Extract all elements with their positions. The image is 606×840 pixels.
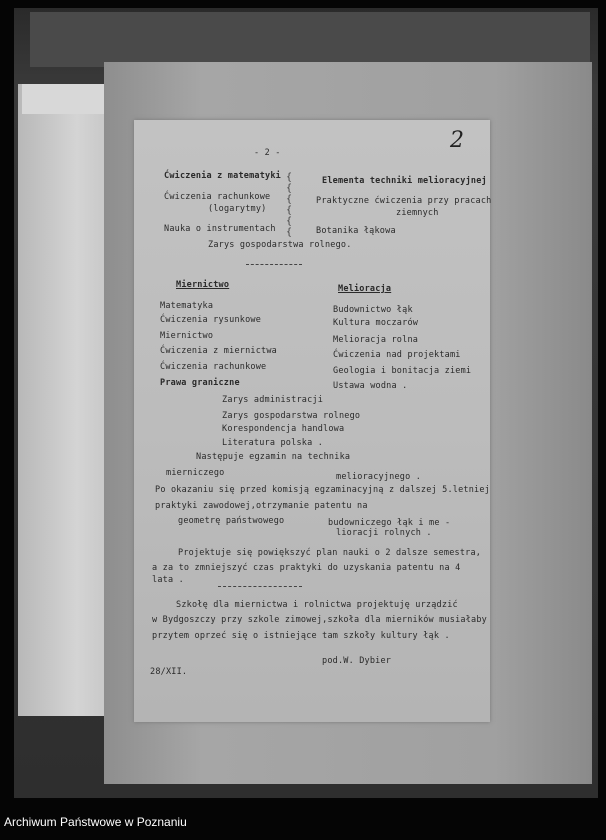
school-line-2: w Bydgoszczy przy szkole zimowej,szkoła dla mierników musiałaby bbox=[152, 615, 487, 625]
col-left-item: Prawa graniczne bbox=[160, 378, 240, 388]
col-right-item: Melioracja rolna bbox=[333, 335, 419, 345]
plan-line-2: a za to zmniejszyć czas praktyki do uzyskania patentu na 4 bbox=[152, 563, 461, 573]
header-right-1: Elementa techniki melioracyjnej bbox=[322, 176, 487, 186]
col-right-item: Ćwiczenia nad projektami bbox=[333, 350, 461, 360]
col-left-item: Matematyka bbox=[160, 301, 214, 311]
common-item: Korespondencja handlowa bbox=[222, 424, 345, 434]
header-left-3: (logarytmy) bbox=[208, 204, 267, 214]
school-line-1: Szkołę dla miernictwa i rolnictwa projektuję urządzić bbox=[176, 600, 458, 610]
practice-line-2: praktyki zawodowej,otrzymanie patentu na bbox=[155, 501, 368, 511]
divider bbox=[246, 264, 302, 265]
scan-top-band bbox=[30, 12, 590, 67]
header-common: Zarys gospodarstwa rolnego. bbox=[208, 240, 352, 250]
practice-line-1: Po okazaniu się przed komisją egzaminacyjną z dalszej 5.letniej bbox=[155, 485, 490, 495]
col-left-item: Ćwiczenia z miernictwa bbox=[160, 346, 277, 356]
exam-left: mierniczego bbox=[166, 468, 225, 478]
patent-left: geometrę państwowego bbox=[178, 516, 285, 526]
left-paper-tab bbox=[22, 84, 110, 114]
header-right-3: ziemnych bbox=[396, 208, 439, 218]
header-right-4: Botanika łąkowa bbox=[316, 226, 396, 236]
exam-right: melioracyjnego . bbox=[336, 472, 422, 482]
page-number: - 2 - bbox=[254, 148, 281, 158]
date: 28/XII. bbox=[150, 667, 188, 677]
header-right-2: Praktyczne ćwiczenia przy pracach bbox=[316, 196, 492, 206]
plan-line-1: Projektuje się powiększyć plan nauki o 2 dalsze semestra, bbox=[178, 548, 482, 558]
left-paper-strip bbox=[18, 84, 116, 716]
patent-right-2: lioracji rolnych . bbox=[336, 528, 432, 538]
plan-line-3: lata . bbox=[152, 575, 184, 585]
common-item: Zarys gospodarstwa rolnego bbox=[222, 411, 361, 421]
col-right-item: Geologia i bonitacja ziemi bbox=[333, 366, 472, 376]
col-right-item: Ustawa wodna . bbox=[333, 381, 408, 391]
divider bbox=[218, 586, 302, 587]
col-left-item: Miernictwo bbox=[160, 331, 214, 341]
school-line-3: przytem oprzeć się o istniejące tam szkoły kultury łąk . bbox=[152, 631, 450, 641]
col-left-item: Ćwiczenia rachunkowe bbox=[160, 362, 267, 372]
patent-right-1: budowniczego łąk i me - bbox=[328, 518, 451, 528]
header-left-2: Ćwiczenia rachunkowe bbox=[164, 192, 271, 202]
exam-line: Następuje egzamin na technika bbox=[196, 452, 351, 462]
common-item: Zarys administracji bbox=[222, 395, 324, 405]
archive-credit: Archiwum Państwowe w Poznaniu bbox=[4, 815, 187, 829]
brace-mark: { { { { { { bbox=[286, 172, 293, 238]
col-left-title: Miernictwo bbox=[176, 280, 230, 290]
col-left-item: Ćwiczenia rysunkowe bbox=[160, 315, 262, 325]
common-item: Literatura polska . bbox=[222, 438, 324, 448]
header-left-4: Nauka o instrumentach bbox=[164, 224, 276, 234]
col-right-title: Melioracja bbox=[338, 284, 392, 294]
col-right-item: Budownictwo łąk bbox=[333, 305, 413, 315]
handwritten-page-number: 2 bbox=[450, 128, 464, 153]
header-left-1: Ćwiczenia z matematyki bbox=[164, 171, 281, 181]
col-right-item: Kultura moczarów bbox=[333, 318, 419, 328]
signature: pod.W. Dybier bbox=[322, 656, 392, 666]
